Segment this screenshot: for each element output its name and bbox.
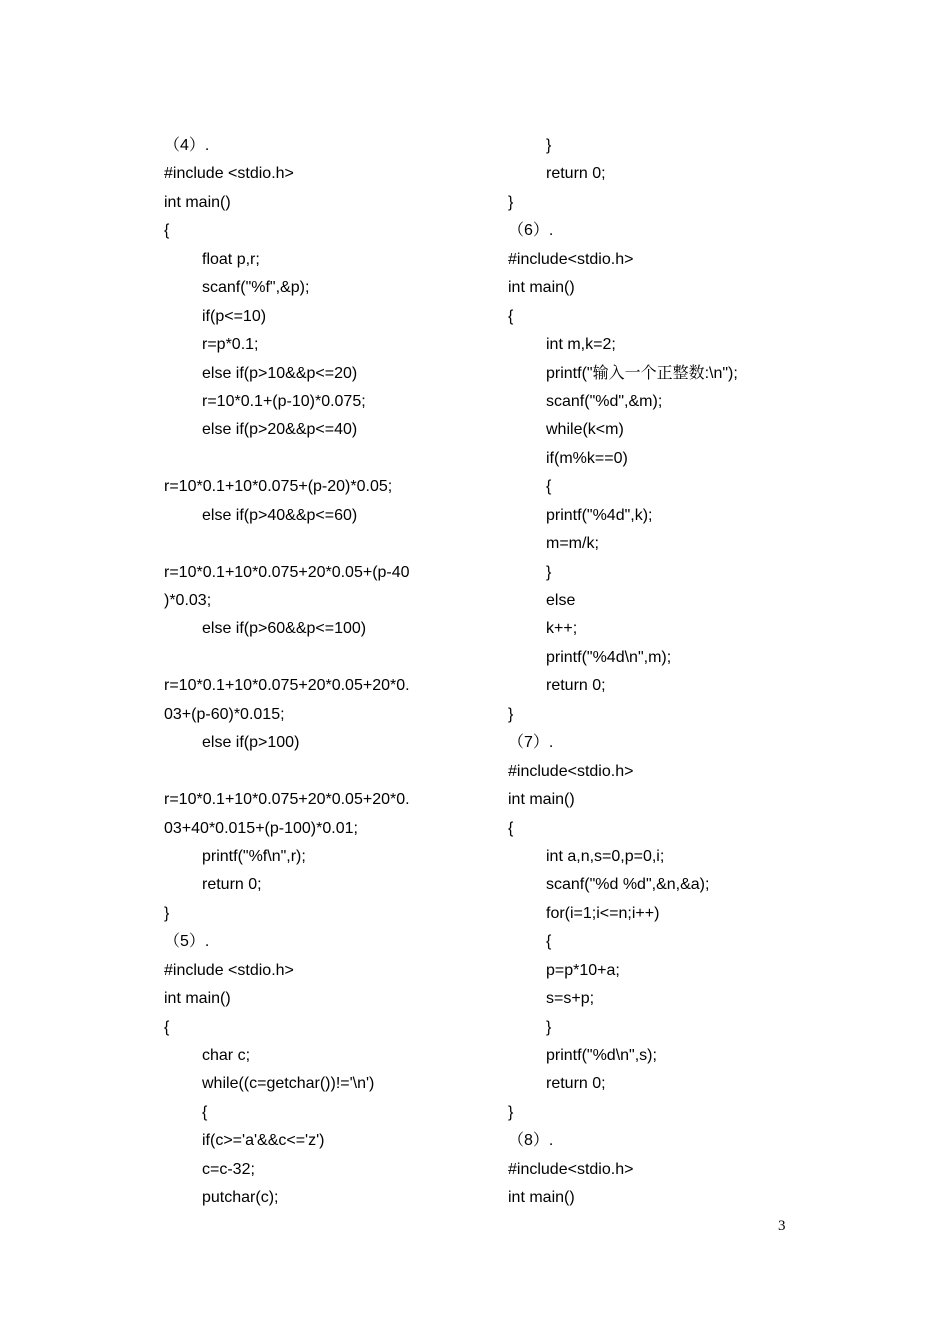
code-line: }: [164, 904, 170, 922]
code-line: if(m%k==0): [546, 449, 628, 467]
code-line: if(p<=10): [202, 307, 267, 325]
code-line: else if(p>10&&p<=20): [202, 364, 358, 382]
code-line: （4）.: [164, 137, 210, 154]
code-line: #include <stdio.h>: [164, 961, 294, 979]
code-line: 03+40*0.015+(p-100)*0.01;: [164, 819, 358, 837]
code-line: )*0.03;: [164, 592, 212, 609]
code-line: printf("%f\n",r);: [202, 847, 306, 865]
code-line: else: [546, 592, 576, 609]
code-line: }: [546, 1018, 552, 1036]
code-line: [164, 530, 464, 558]
code-line: int main(): [508, 791, 575, 809]
code-line: }: [508, 1103, 514, 1121]
code-line: int main(): [508, 1189, 575, 1207]
code-line: {: [508, 819, 514, 837]
code-line: int a,n,s=0,p=0,i;: [546, 847, 665, 865]
code-line: printf("%4d",k);: [546, 506, 653, 524]
code-line: printf("输入一个正整数:\n");: [546, 364, 738, 382]
code-line: else if(p>60&&p<=100): [202, 620, 367, 638]
code-line: （8）.: [508, 1132, 554, 1150]
code-line: #include<stdio.h>: [508, 250, 634, 268]
code-line: printf("%4d\n",m);: [546, 648, 672, 666]
code-line: for(i=1;i<=n;i++): [546, 904, 660, 922]
code-line: 03+(p-60)*0.015;: [164, 705, 285, 723]
code-line: #include<stdio.h>: [508, 1160, 634, 1178]
code-line: r=10*0.1+10*0.075+20*0.05+20*0.: [164, 677, 410, 695]
code-line: k++;: [546, 620, 578, 638]
code-line: {: [508, 307, 514, 325]
code-line: s=s+p;: [546, 990, 595, 1008]
code-line: else if(p>100): [202, 734, 300, 752]
code-line: scanf("%d %d",&n,&a);: [546, 876, 710, 894]
code-line: p=p*10+a;: [546, 961, 620, 979]
code-line: putchar(c);: [202, 1189, 279, 1207]
code-line: m=m/k;: [546, 535, 599, 553]
code-line: scanf("%d",&m);: [546, 392, 663, 410]
code-line: char c;: [202, 1047, 251, 1064]
code-line: [164, 644, 464, 672]
code-line: printf("%d\n",s);: [546, 1047, 657, 1064]
code-line: int main(): [508, 279, 575, 297]
code-line: scanf("%f",&p);: [202, 279, 310, 297]
code-line: int main(): [164, 990, 231, 1008]
code-line: （5）.: [164, 933, 210, 951]
code-line: {: [164, 1018, 170, 1036]
code-line: {: [164, 222, 170, 240]
code-line: }: [508, 705, 514, 723]
code-line: r=10*0.1+(p-10)*0.075;: [202, 392, 366, 410]
code-line: int main(): [164, 193, 231, 211]
code-line: c=c-32;: [202, 1160, 255, 1178]
code-line: return 0;: [546, 677, 606, 695]
code-line: }: [546, 137, 552, 154]
code-line: （7）.: [508, 734, 554, 752]
code-line: [164, 445, 464, 473]
code-line: else if(p>40&&p<=60): [202, 506, 358, 524]
code-line: {: [202, 1103, 208, 1121]
code-line: int m,k=2;: [546, 336, 616, 354]
code-line: else if(p>20&&p<=40): [202, 421, 358, 439]
code-line: return 0;: [546, 165, 606, 183]
code-line: }: [546, 563, 552, 581]
code-line: return 0;: [202, 876, 262, 894]
code-line: return 0;: [546, 1075, 606, 1093]
left-code-column: [164, 132, 464, 1213]
code-line: r=10*0.1+10*0.075+20*0.05+20*0.: [164, 791, 410, 809]
code-line: {: [546, 933, 552, 951]
code-line: #include<stdio.h>: [508, 762, 634, 780]
code-line: if(c>='a'&&c<='z'): [202, 1132, 325, 1150]
right-code-column: [508, 132, 808, 1213]
code-line: while((c=getchar())!='\n'): [202, 1075, 375, 1093]
code-line: [164, 758, 464, 786]
page-number: 3: [778, 1218, 786, 1234]
code-line: r=10*0.1+10*0.075+(p-20)*0.05;: [164, 478, 393, 496]
code-line: {: [546, 478, 552, 496]
code-line: #include <stdio.h>: [164, 165, 294, 183]
code-line: while(k<m): [546, 421, 624, 439]
code-line: （6）.: [508, 222, 554, 240]
code-line: r=10*0.1+10*0.075+20*0.05+(p-40: [164, 563, 410, 581]
code-line: float p,r;: [202, 250, 260, 268]
code-line: r=p*0.1;: [202, 336, 259, 354]
code-line: }: [508, 193, 514, 211]
